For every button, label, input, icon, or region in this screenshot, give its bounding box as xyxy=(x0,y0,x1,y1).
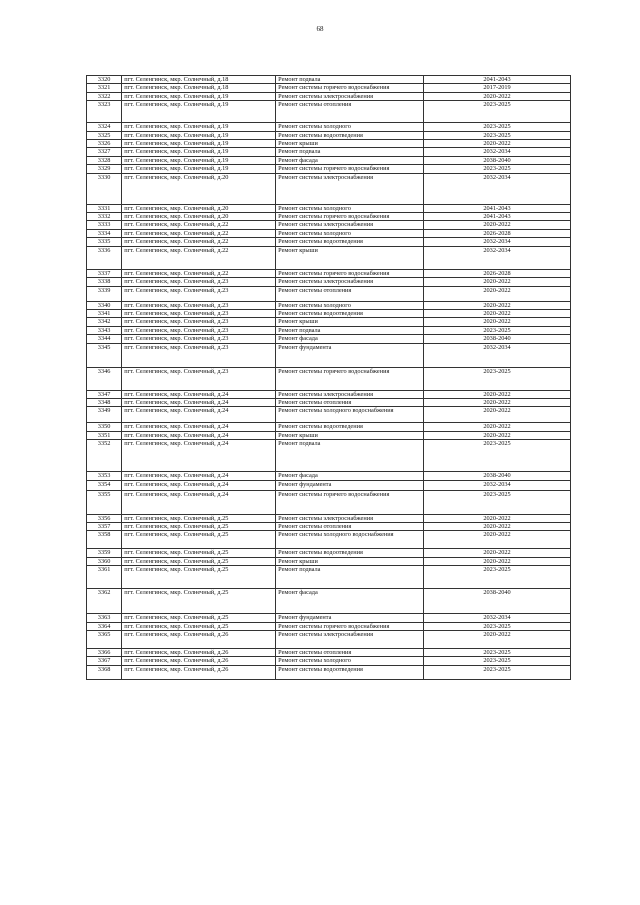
row-number: 3331 xyxy=(87,204,122,212)
row-number: 3339 xyxy=(87,286,122,301)
row-work-type: Ремонт системы холодного водоснабжения xyxy=(276,531,424,549)
row-years: 2020-2022 xyxy=(424,221,571,229)
row-work-type: Ремонт системы горячего водоснабжения xyxy=(276,367,424,390)
row-number: 3362 xyxy=(87,589,122,614)
table-row xyxy=(87,123,571,131)
row-years: 2041-2043 xyxy=(424,213,571,221)
row-years: 2038-2040 xyxy=(424,335,571,343)
row-work-type: Ремонт системы отопления xyxy=(276,286,424,301)
row-number: 3356 xyxy=(87,514,122,522)
row-address: пгт. Селенгинск, мкр. Солнечный, д.20 xyxy=(122,173,276,204)
table-row xyxy=(87,101,571,123)
table-row xyxy=(87,246,571,269)
table-row xyxy=(87,148,571,156)
row-work-type: Ремонт системы водоотведения xyxy=(276,309,424,317)
table-row xyxy=(87,84,571,92)
row-years: 2023-2025 xyxy=(424,566,571,589)
row-work-type: Ремонт системы горячего водоснабжения xyxy=(276,622,424,630)
row-number: 3355 xyxy=(87,490,122,514)
row-number: 3347 xyxy=(87,390,122,398)
table-row xyxy=(87,522,571,530)
row-work-type: Ремонт системы водоотведения xyxy=(276,238,424,246)
row-number: 3343 xyxy=(87,326,122,334)
row-number: 3352 xyxy=(87,440,122,472)
table-row xyxy=(87,514,571,522)
row-number: 3332 xyxy=(87,213,122,221)
row-years: 2023-2025 xyxy=(424,123,571,131)
row-address: пгт. Селенгинск, мкр. Солнечный, д.26 xyxy=(122,649,276,657)
table-row xyxy=(87,278,571,286)
row-address: пгт. Селенгинск, мкр. Солнечный, д.25 xyxy=(122,622,276,630)
row-number: 3325 xyxy=(87,131,122,139)
table-row xyxy=(87,657,571,665)
row-years: 2023-2025 xyxy=(424,440,571,472)
row-number: 3363 xyxy=(87,614,122,622)
row-number: 3345 xyxy=(87,343,122,367)
table-row xyxy=(87,649,571,657)
row-address: пгт. Селенгинск, мкр. Солнечный, д.26 xyxy=(122,665,276,679)
row-work-type: Ремонт системы горячего водоснабжения xyxy=(276,269,424,277)
table-body xyxy=(87,76,571,680)
row-number: 3336 xyxy=(87,246,122,269)
table-row xyxy=(87,92,571,100)
row-address: пгт. Селенгинск, мкр. Солнечный, д.25 xyxy=(122,566,276,589)
table-row xyxy=(87,326,571,334)
table-row xyxy=(87,631,571,649)
row-number: 3334 xyxy=(87,229,122,237)
row-years: 2020-2022 xyxy=(424,92,571,100)
table-row xyxy=(87,213,571,221)
row-work-type: Ремонт системы горячего водоснабжения xyxy=(276,490,424,514)
row-work-type: Ремонт крыши xyxy=(276,246,424,269)
row-address: пгт. Селенгинск, мкр. Солнечный, д.23 xyxy=(122,343,276,367)
row-address: пгт. Селенгинск, мкр. Солнечный, д.24 xyxy=(122,440,276,472)
row-number: 3358 xyxy=(87,531,122,549)
row-number: 3342 xyxy=(87,318,122,326)
row-years: 2023-2025 xyxy=(424,165,571,173)
table-row xyxy=(87,204,571,212)
row-years: 2023-2025 xyxy=(424,101,571,123)
repair-schedule-table xyxy=(86,75,571,680)
row-address: пгт. Селенгинск, мкр. Солнечный, д.18 xyxy=(122,76,276,84)
row-address: пгт. Селенгинск, мкр. Солнечный, д.23 xyxy=(122,309,276,317)
row-work-type: Ремонт системы холодного xyxy=(276,204,424,212)
row-work-type: Ремонт системы горячего водоснабжения xyxy=(276,213,424,221)
row-work-type: Ремонт подвала xyxy=(276,326,424,334)
row-address: пгт. Селенгинск, мкр. Солнечный, д.18 xyxy=(122,84,276,92)
row-number: 3361 xyxy=(87,566,122,589)
row-number: 3351 xyxy=(87,431,122,439)
table-row xyxy=(87,238,571,246)
row-number: 3323 xyxy=(87,101,122,123)
row-work-type: Ремонт системы электроснабжения xyxy=(276,514,424,522)
row-address: пгт. Селенгинск, мкр. Солнечный, д.25 xyxy=(122,614,276,622)
table-row xyxy=(87,76,571,84)
table-row xyxy=(87,472,571,480)
row-work-type: Ремонт фасада xyxy=(276,589,424,614)
row-work-type: Ремонт системы холодного xyxy=(276,123,424,131)
row-address: пгт. Селенгинск, мкр. Солнечный, д.26 xyxy=(122,657,276,665)
row-number: 3365 xyxy=(87,631,122,649)
row-work-type: Ремонт фундамента xyxy=(276,614,424,622)
row-address: пгт. Селенгинск, мкр. Солнечный, д.22 xyxy=(122,221,276,229)
table-row xyxy=(87,431,571,439)
row-years: 2020-2022 xyxy=(424,631,571,649)
row-years: 2032-2034 xyxy=(424,173,571,204)
row-work-type: Ремонт системы горячего водоснабжения xyxy=(276,84,424,92)
table-row xyxy=(87,490,571,514)
row-address: пгт. Селенгинск, мкр. Солнечный, д.24 xyxy=(122,423,276,431)
row-address: пгт. Селенгинск, мкр. Солнечный, д.24 xyxy=(122,398,276,406)
row-number: 3322 xyxy=(87,92,122,100)
row-work-type: Ремонт системы электроснабжения xyxy=(276,278,424,286)
row-years: 2023-2025 xyxy=(424,326,571,334)
row-work-type: Ремонт крыши xyxy=(276,318,424,326)
row-address: пгт. Селенгинск, мкр. Солнечный, д.26 xyxy=(122,631,276,649)
row-work-type: Ремонт системы водоотведения xyxy=(276,549,424,557)
row-work-type: Ремонт системы электроснабжения xyxy=(276,631,424,649)
row-address: пгт. Селенгинск, мкр. Солнечный, д.25 xyxy=(122,557,276,565)
table-row xyxy=(87,622,571,630)
row-number: 3326 xyxy=(87,140,122,148)
row-number: 3340 xyxy=(87,301,122,309)
table-row xyxy=(87,286,571,301)
row-number: 3359 xyxy=(87,549,122,557)
table-row xyxy=(87,440,571,472)
row-number: 3330 xyxy=(87,173,122,204)
row-years: 2020-2022 xyxy=(424,431,571,439)
row-years: 2026-2028 xyxy=(424,229,571,237)
row-number: 3327 xyxy=(87,148,122,156)
row-number: 3349 xyxy=(87,407,122,423)
row-work-type: Ремонт системы электроснабжения xyxy=(276,173,424,204)
row-address: пгт. Селенгинск, мкр. Солнечный, д.19 xyxy=(122,92,276,100)
row-address: пгт. Селенгинск, мкр. Солнечный, д.24 xyxy=(122,431,276,439)
row-number: 3344 xyxy=(87,335,122,343)
row-years: 2023-2025 xyxy=(424,131,571,139)
row-address: пгт. Селенгинск, мкр. Солнечный, д.23 xyxy=(122,286,276,301)
row-years: 2032-2034 xyxy=(424,614,571,622)
table-row xyxy=(87,398,571,406)
table-row xyxy=(87,531,571,549)
table-row xyxy=(87,140,571,148)
row-address: пгт. Селенгинск, мкр. Солнечный, д.24 xyxy=(122,472,276,480)
row-years: 2020-2022 xyxy=(424,318,571,326)
row-address: пгт. Селенгинск, мкр. Солнечный, д.24 xyxy=(122,480,276,490)
row-years: 2020-2022 xyxy=(424,398,571,406)
row-number: 3366 xyxy=(87,649,122,657)
table-row xyxy=(87,318,571,326)
row-work-type: Ремонт системы электроснабжения xyxy=(276,390,424,398)
row-years: 2032-2034 xyxy=(424,480,571,490)
table-row xyxy=(87,589,571,614)
table-row xyxy=(87,665,571,679)
row-number: 3348 xyxy=(87,398,122,406)
row-address: пгт. Селенгинск, мкр. Солнечный, д.25 xyxy=(122,522,276,530)
row-work-type: Ремонт системы электроснабжения xyxy=(276,92,424,100)
row-work-type: Ремонт фасада xyxy=(276,335,424,343)
row-address: пгт. Селенгинск, мкр. Солнечный, д.22 xyxy=(122,246,276,269)
row-work-type: Ремонт системы водоотведения xyxy=(276,665,424,679)
row-years: 2023-2025 xyxy=(424,649,571,657)
row-work-type: Ремонт фасада xyxy=(276,156,424,164)
table-row xyxy=(87,480,571,490)
row-address: пгт. Селенгинск, мкр. Солнечный, д.23 xyxy=(122,301,276,309)
row-number: 3329 xyxy=(87,165,122,173)
row-work-type: Ремонт системы холодного xyxy=(276,657,424,665)
row-years: 2020-2022 xyxy=(424,390,571,398)
table-row xyxy=(87,390,571,398)
row-work-type: Ремонт системы отопления xyxy=(276,522,424,530)
row-work-type: Ремонт подвала xyxy=(276,440,424,472)
table-row xyxy=(87,335,571,343)
row-address: пгт. Селенгинск, мкр. Солнечный, д.23 xyxy=(122,318,276,326)
table-row xyxy=(87,301,571,309)
row-address: пгт. Селенгинск, мкр. Солнечный, д.25 xyxy=(122,549,276,557)
table-row xyxy=(87,309,571,317)
row-number: 3338 xyxy=(87,278,122,286)
row-years: 2020-2022 xyxy=(424,286,571,301)
row-years: 2020-2022 xyxy=(424,301,571,309)
row-work-type: Ремонт системы горячего водоснабжения xyxy=(276,165,424,173)
row-address: пгт. Селенгинск, мкр. Солнечный, д.19 xyxy=(122,165,276,173)
row-years: 2020-2022 xyxy=(424,522,571,530)
row-number: 3350 xyxy=(87,423,122,431)
row-years: 2020-2022 xyxy=(424,557,571,565)
row-years: 2020-2022 xyxy=(424,278,571,286)
row-address: пгт. Селенгинск, мкр. Солнечный, д.19 xyxy=(122,148,276,156)
row-years: 2023-2025 xyxy=(424,665,571,679)
row-address: пгт. Селенгинск, мкр. Солнечный, д.23 xyxy=(122,326,276,334)
row-work-type: Ремонт системы холодного xyxy=(276,301,424,309)
row-years: 2020-2022 xyxy=(424,407,571,423)
row-work-type: Ремонт крыши xyxy=(276,431,424,439)
row-work-type: Ремонт подвала xyxy=(276,76,424,84)
row-address: пгт. Селенгинск, мкр. Солнечный, д.20 xyxy=(122,213,276,221)
row-years: 2032-2034 xyxy=(424,238,571,246)
row-number: 3346 xyxy=(87,367,122,390)
row-years: 2032-2034 xyxy=(424,148,571,156)
table-row xyxy=(87,131,571,139)
row-years: 2020-2022 xyxy=(424,514,571,522)
row-address: пгт. Селенгинск, мкр. Солнечный, д.25 xyxy=(122,531,276,549)
row-number: 3367 xyxy=(87,657,122,665)
row-work-type: Ремонт фундамента xyxy=(276,343,424,367)
row-address: пгт. Селенгинск, мкр. Солнечный, д.19 xyxy=(122,156,276,164)
row-work-type: Ремонт крыши xyxy=(276,140,424,148)
table-row xyxy=(87,343,571,367)
row-years: 2023-2025 xyxy=(424,622,571,630)
row-work-type: Ремонт подвала xyxy=(276,566,424,589)
row-number: 3337 xyxy=(87,269,122,277)
row-years: 2020-2022 xyxy=(424,309,571,317)
row-work-type: Ремонт системы отопления xyxy=(276,101,424,123)
row-address: пгт. Селенгинск, мкр. Солнечный, д.19 xyxy=(122,131,276,139)
table-row xyxy=(87,423,571,431)
row-address: пгт. Селенгинск, мкр. Солнечный, д.20 xyxy=(122,204,276,212)
row-number: 3328 xyxy=(87,156,122,164)
table-row xyxy=(87,173,571,204)
row-address: пгт. Селенгинск, мкр. Солнечный, д.19 xyxy=(122,123,276,131)
row-number: 3353 xyxy=(87,472,122,480)
table-row xyxy=(87,557,571,565)
row-number: 3368 xyxy=(87,665,122,679)
table-row xyxy=(87,156,571,164)
row-work-type: Ремонт системы водоотведения xyxy=(276,131,424,139)
row-address: пгт. Селенгинск, мкр. Солнечный, д.25 xyxy=(122,514,276,522)
row-years: 2041-2043 xyxy=(424,204,571,212)
table-row xyxy=(87,165,571,173)
row-years: 2023-2025 xyxy=(424,490,571,514)
row-number: 3335 xyxy=(87,238,122,246)
row-years: 2023-2025 xyxy=(424,657,571,665)
row-years: 2032-2034 xyxy=(424,343,571,367)
row-number: 3324 xyxy=(87,123,122,131)
row-address: пгт. Селенгинск, мкр. Солнечный, д.23 xyxy=(122,278,276,286)
row-years: 2038-2040 xyxy=(424,472,571,480)
row-work-type: Ремонт системы холодного xyxy=(276,229,424,237)
row-work-type: Ремонт фундамента xyxy=(276,480,424,490)
row-work-type: Ремонт подвала xyxy=(276,148,424,156)
row-address: пгт. Селенгинск, мкр. Солнечный, д.24 xyxy=(122,407,276,423)
row-years: 2020-2022 xyxy=(424,423,571,431)
row-work-type: Ремонт системы водоотведения xyxy=(276,423,424,431)
row-years: 2038-2040 xyxy=(424,156,571,164)
row-years: 2038-2040 xyxy=(424,589,571,614)
row-number: 3333 xyxy=(87,221,122,229)
row-address: пгт. Селенгинск, мкр. Солнечный, д.23 xyxy=(122,367,276,390)
row-work-type: Ремонт системы холодного водоснабжения xyxy=(276,407,424,423)
row-address: пгт. Селенгинск, мкр. Солнечный, д.23 xyxy=(122,335,276,343)
row-number: 3357 xyxy=(87,522,122,530)
table-row xyxy=(87,549,571,557)
row-address: пгт. Селенгинск, мкр. Солнечный, д.25 xyxy=(122,589,276,614)
row-years: 2020-2022 xyxy=(424,140,571,148)
row-work-type: Ремонт крыши xyxy=(276,557,424,565)
row-years: 2041-2043 xyxy=(424,76,571,84)
row-work-type: Ремонт фасада xyxy=(276,472,424,480)
page-number: 68 xyxy=(316,25,324,33)
row-number: 3354 xyxy=(87,480,122,490)
row-years: 2026-2028 xyxy=(424,269,571,277)
row-work-type: Ремонт системы отопления xyxy=(276,649,424,657)
row-address: пгт. Селенгинск, мкр. Солнечный, д.24 xyxy=(122,390,276,398)
row-address: пгт. Селенгинск, мкр. Солнечный, д.24 xyxy=(122,490,276,514)
row-address: пгт. Селенгинск, мкр. Солнечный, д.22 xyxy=(122,238,276,246)
row-number: 3341 xyxy=(87,309,122,317)
table-row xyxy=(87,367,571,390)
row-work-type: Ремонт системы электроснабжения xyxy=(276,221,424,229)
table-row xyxy=(87,407,571,423)
table-row xyxy=(87,229,571,237)
row-address: пгт. Селенгинск, мкр. Солнечный, д.22 xyxy=(122,229,276,237)
row-number: 3364 xyxy=(87,622,122,630)
row-years: 2017-2019 xyxy=(424,84,571,92)
row-years: 2023-2025 xyxy=(424,367,571,390)
row-years: 2020-2022 xyxy=(424,531,571,549)
row-number: 3360 xyxy=(87,557,122,565)
table-row xyxy=(87,221,571,229)
table-row xyxy=(87,269,571,277)
row-address: пгт. Селенгинск, мкр. Солнечный, д.22 xyxy=(122,269,276,277)
row-years: 2032-2034 xyxy=(424,246,571,269)
row-address: пгт. Селенгинск, мкр. Солнечный, д.19 xyxy=(122,140,276,148)
row-number: 3321 xyxy=(87,84,122,92)
row-years: 2020-2022 xyxy=(424,549,571,557)
row-work-type: Ремонт системы отопления xyxy=(276,398,424,406)
table-row xyxy=(87,566,571,589)
row-address: пгт. Селенгинск, мкр. Солнечный, д.19 xyxy=(122,101,276,123)
table-row xyxy=(87,614,571,622)
row-number: 3320 xyxy=(87,76,122,84)
